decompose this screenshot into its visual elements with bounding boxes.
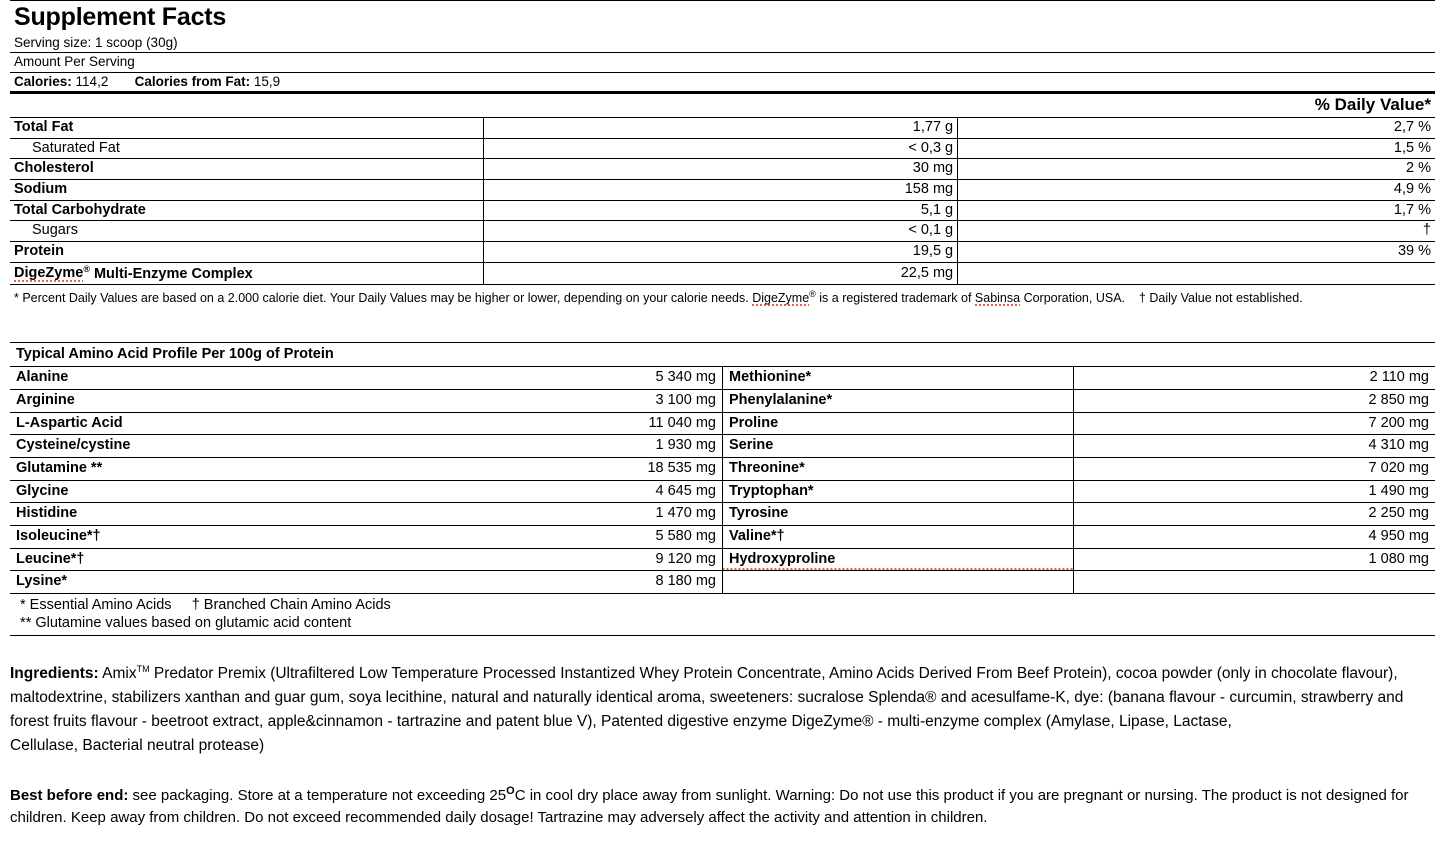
amino-acid-table — [10, 343, 1435, 636]
nutrient-dv: 39 % — [958, 241, 1435, 262]
supplement-facts-panel — [10, 0, 1435, 310]
amino-name: Glycine — [10, 480, 361, 503]
nutrient-name: Sugars — [10, 221, 483, 242]
footnote-text-4: † Daily Value not established. — [1138, 291, 1303, 306]
table-row — [10, 435, 1435, 458]
nutrient-amount: 158 mg — [483, 179, 958, 200]
amino-name: Leucine*† — [10, 548, 361, 571]
enzyme-amount: 22,5 mg — [483, 262, 958, 285]
table-row — [10, 138, 1435, 159]
amino-value: 5 580 mg — [361, 525, 723, 548]
amino-value: 2 110 mg — [1073, 367, 1435, 390]
amino-acid-title: Typical Amino Acid Profile Per 100g of Protein — [10, 343, 1435, 367]
footnote-company: Sabinsa — [974, 291, 1021, 306]
ingredients-text-last-line: Cellulase, Bacterial neutral protease) — [10, 737, 265, 755]
nutrient-name: Total Carbohydrate — [10, 200, 483, 221]
amino-name: Valine*† — [722, 525, 1073, 548]
amino-name: Arginine — [10, 389, 361, 412]
amino-acid-panel — [10, 342, 1435, 637]
trademark-icon: TM — [136, 664, 150, 675]
amino-value: 5 340 mg — [361, 367, 723, 390]
amino-value: 18 535 mg — [361, 457, 723, 480]
amino-value: 7 020 mg — [1073, 457, 1435, 480]
amino-name: Cysteine/cystine — [10, 435, 361, 458]
amino-name: Threonine* — [722, 457, 1073, 480]
calories-label: Calories: — [14, 73, 72, 89]
amino-name: Phenylalanine* — [722, 389, 1073, 412]
amino-name: Alanine — [10, 367, 361, 390]
best-before-label: Best before end: — [10, 787, 129, 805]
table-row — [10, 457, 1435, 480]
registered-mark-icon: ® — [809, 289, 816, 300]
footnote-text-1: * Percent Daily Values are based on a 2.000 calorie diet. Your Daily Values may be higher or lower, depending on your calorie needs. — [14, 291, 753, 306]
supplement-facts-table — [10, 1, 1435, 310]
ingredients-text: Predator Premix (Ultrafiltered Low Temperature Processed Instantized Whey Protein Concentrate, Amino Acids Derived From Beef Protein), cocoa powder (only in chocolate flavour), maltodextrine, stabilizers xanthan and guar gum, soya lecithine, natural and naturally identical aroma, sweeteners: sucralose Splenda® and acesulfame-K, dye: (banana flavour - curcumin, strawberry and forest fruits flavour - beetroot extract, apple&cinnamon - tartrazine and patent blue V), Patented digestive enzyme DigeZyme® - multi-enzyme complex (Amylase, Lipase, Lactase, — [10, 665, 1404, 731]
amino-footnote-1 — [10, 593, 1435, 614]
nutrient-dv: 1,5 % — [958, 138, 1435, 159]
table-row — [10, 179, 1435, 200]
amino-name: Histidine — [10, 503, 361, 526]
best-before-section — [10, 784, 1435, 829]
amino-value: 1 930 mg — [361, 435, 723, 458]
table-row — [10, 548, 1435, 571]
table-row — [10, 221, 1435, 242]
enzyme-dv — [958, 262, 1435, 285]
nutrient-dv: 1,7 % — [958, 200, 1435, 221]
amino-name: Tryptophan* — [722, 480, 1073, 503]
supplement-facts-footnote — [10, 285, 1435, 310]
calories-line — [10, 72, 1435, 93]
registered-mark-icon: ® — [83, 263, 90, 274]
amino-value: 4 310 mg — [1073, 435, 1435, 458]
nutrient-amount: 30 mg — [483, 159, 958, 180]
amino-value: 4 645 mg — [361, 480, 723, 503]
table-row — [10, 412, 1435, 435]
amino-name: Glutamine ** — [10, 457, 361, 480]
table-row — [10, 159, 1435, 180]
nutrient-dv: 4,9 % — [958, 179, 1435, 200]
table-row — [10, 389, 1435, 412]
amino-name: Isoleucine*† — [10, 525, 361, 548]
nutrient-name: Sodium — [10, 179, 483, 200]
calories-from-fat-value: 15,9 — [253, 73, 281, 89]
ingredients-label: Ingredients: — [10, 665, 99, 683]
best-before-text-a: see packaging. Store at a temperature not exceeding 25 — [132, 787, 507, 805]
amino-value: 2 850 mg — [1073, 389, 1435, 412]
amino-name: Tyrosine — [722, 503, 1073, 526]
daily-value-header: % Daily Value* — [958, 93, 1435, 118]
table-row — [10, 241, 1435, 262]
nutrient-amount: 5,1 g — [483, 200, 958, 221]
amino-value: 1 470 mg — [361, 503, 723, 526]
amino-value — [1073, 571, 1435, 594]
amino-name: Hydroxyproline — [722, 548, 1073, 571]
amino-name: L-Aspartic Acid — [10, 412, 361, 435]
amino-name: Lysine* — [10, 571, 361, 594]
best-before-text-b: C in cool dry place away from sunlight. Warning: Do not use this product if you are pregnant or nursing. The product is not designed for children. Keep away from children. Do not exceed recommended daily dosage! Tartrazine may adversely affect the activity and attention in children. — [10, 787, 1409, 827]
nutrient-name: Protein — [10, 241, 483, 262]
amino-value: 2 250 mg — [1073, 503, 1435, 526]
amino-name — [722, 571, 1073, 594]
amino-name: Methionine* — [722, 367, 1073, 390]
amino-value: 9 120 mg — [361, 548, 723, 571]
amino-value: 4 950 mg — [1073, 525, 1435, 548]
nutrient-dv: 2,7 % — [958, 117, 1435, 138]
amino-value: 11 040 mg — [361, 412, 723, 435]
ingredients-section — [10, 662, 1435, 758]
nutrient-name: Total Fat — [10, 117, 483, 138]
amino-footnote-essential: * Essential Amino Acids — [20, 596, 172, 613]
amount-per-serving: Amount Per Serving — [10, 53, 1435, 73]
calories-from-fat-label: Calories from Fat: — [134, 73, 251, 89]
nutrient-dv: † — [958, 221, 1435, 242]
amino-value: 1 490 mg — [1073, 480, 1435, 503]
calories-value: 114,2 — [75, 73, 109, 89]
amino-footnote-bcaa: † Branched Chain Amino Acids — [191, 596, 391, 613]
amino-name: Serine — [722, 435, 1073, 458]
table-row — [10, 117, 1435, 138]
table-row — [10, 525, 1435, 548]
amino-name: Proline — [722, 412, 1073, 435]
table-row — [10, 367, 1435, 390]
table-row — [10, 200, 1435, 221]
amino-value: 7 200 mg — [1073, 412, 1435, 435]
nutrient-amount: < 0,3 g — [483, 138, 958, 159]
nutrient-amount: < 0,1 g — [483, 221, 958, 242]
table-row-enzyme — [10, 262, 1435, 285]
page-title: Supplement Facts — [14, 3, 227, 31]
footnote-text-2: is a registered trademark of — [815, 291, 975, 306]
enzyme-brand: DigeZyme — [14, 265, 84, 282]
nutrient-name: Cholesterol — [10, 159, 483, 180]
ingredients-brand: Amix — [102, 665, 137, 683]
footnote-text-3: Corporation, USA. — [1020, 291, 1126, 306]
footnote-brand: DigeZyme — [752, 291, 810, 306]
nutrient-dv: 2 % — [958, 159, 1435, 180]
amino-value: 1 080 mg — [1073, 548, 1435, 571]
amino-value: 8 180 mg — [361, 571, 723, 594]
nutrient-amount: 19,5 g — [483, 241, 958, 262]
enzyme-name-rest: Multi-Enzyme Complex — [89, 265, 253, 282]
table-row — [10, 480, 1435, 503]
amino-value: 3 100 mg — [361, 389, 723, 412]
enzyme-name — [10, 262, 483, 285]
degree-icon: O — [506, 785, 515, 798]
amino-footnote-2: ** Glutamine values based on glutamic acid content — [20, 614, 352, 631]
serving-size: Serving size: 1 scoop (30g) — [10, 34, 1435, 53]
table-row — [10, 503, 1435, 526]
nutrient-name: Saturated Fat — [10, 138, 483, 159]
nutrient-amount: 1,77 g — [483, 117, 958, 138]
table-row — [10, 571, 1435, 594]
